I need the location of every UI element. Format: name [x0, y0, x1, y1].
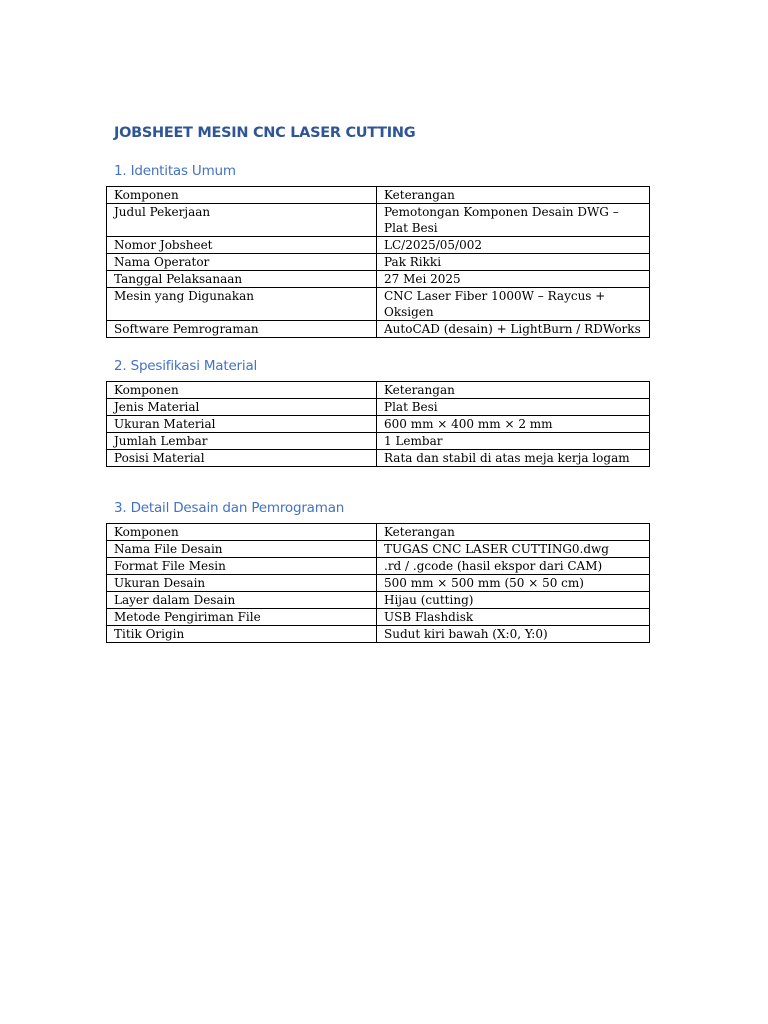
row-value: Hijau (cutting) — [377, 592, 650, 609]
section-heading-spesifikasi-material: 2. Spesifikasi Material — [114, 358, 258, 374]
row-label: Tanggal Pelaksanaan — [107, 271, 377, 288]
table-header-row — [107, 382, 650, 399]
table-row — [107, 575, 650, 592]
row-value: Pemotongan Komponen Desain DWG – Plat Besi — [377, 204, 650, 237]
row-value: 27 Mei 2025 — [377, 271, 650, 288]
table-row — [107, 399, 650, 416]
row-label: Mesin yang Digunakan — [107, 288, 377, 321]
row-value: 1 Lembar — [377, 433, 650, 450]
header-cell-komponen: Komponen — [107, 524, 377, 541]
table-row — [107, 271, 650, 288]
row-value: 600 mm × 400 mm × 2 mm — [377, 416, 650, 433]
row-label: Layer dalam Desain — [107, 592, 377, 609]
section-heading-identitas-umum: 1. Identitas Umum — [114, 163, 236, 179]
row-label: Jenis Material — [107, 399, 377, 416]
row-label: Nama Operator — [107, 254, 377, 271]
section-heading-detail-desain: 3. Detail Desain dan Pemrograman — [114, 500, 345, 516]
row-value: Pak Rikki — [377, 254, 650, 271]
table-row — [107, 609, 650, 626]
table-header-row — [107, 524, 650, 541]
table-row — [107, 592, 650, 609]
table-row — [107, 541, 650, 558]
table-row — [107, 433, 650, 450]
table-row — [107, 237, 650, 254]
header-cell-komponen: Komponen — [107, 382, 377, 399]
table-row — [107, 254, 650, 271]
header-cell-keterangan: Keterangan — [377, 524, 650, 541]
row-label: Ukuran Desain — [107, 575, 377, 592]
row-value: .rd / .gcode (hasil ekspor dari CAM) — [377, 558, 650, 575]
document-title: JOBSHEET MESIN CNC LASER CUTTING — [114, 125, 416, 141]
header-cell-komponen: Komponen — [107, 187, 377, 204]
row-value: Plat Besi — [377, 399, 650, 416]
table-row — [107, 450, 650, 467]
row-value: Sudut kiri bawah (X:0, Y:0) — [377, 626, 650, 643]
table-detail-desain — [106, 523, 650, 643]
row-label: Posisi Material — [107, 450, 377, 467]
table-row — [107, 288, 650, 321]
row-value: 500 mm × 500 mm (50 × 50 cm) — [377, 575, 650, 592]
table-spesifikasi-material — [106, 381, 650, 467]
row-label: Nomor Jobsheet — [107, 237, 377, 254]
row-label: Ukuran Material — [107, 416, 377, 433]
row-label: Judul Pekerjaan — [107, 204, 377, 237]
row-label: Format File Mesin — [107, 558, 377, 575]
row-value: AutoCAD (desain) + LightBurn / RDWorks — [377, 321, 650, 338]
table-row — [107, 321, 650, 338]
table-row — [107, 416, 650, 433]
row-value: TUGAS CNC LASER CUTTING0.dwg — [377, 541, 650, 558]
row-label: Software Pemrograman — [107, 321, 377, 338]
row-value: Rata dan stabil di atas meja kerja logam — [377, 450, 650, 467]
header-cell-keterangan: Keterangan — [377, 382, 650, 399]
table-row — [107, 626, 650, 643]
row-value: USB Flashdisk — [377, 609, 650, 626]
row-label: Titik Origin — [107, 626, 377, 643]
row-label: Nama File Desain — [107, 541, 377, 558]
row-value: CNC Laser Fiber 1000W – Raycus + Oksigen — [377, 288, 650, 321]
table-header-row — [107, 187, 650, 204]
table-row — [107, 204, 650, 237]
table-identitas-umum — [106, 186, 650, 338]
table-row — [107, 558, 650, 575]
header-cell-keterangan: Keterangan — [377, 187, 650, 204]
row-value: LC/2025/05/002 — [377, 237, 650, 254]
row-label: Metode Pengiriman File — [107, 609, 377, 626]
row-label: Jumlah Lembar — [107, 433, 377, 450]
